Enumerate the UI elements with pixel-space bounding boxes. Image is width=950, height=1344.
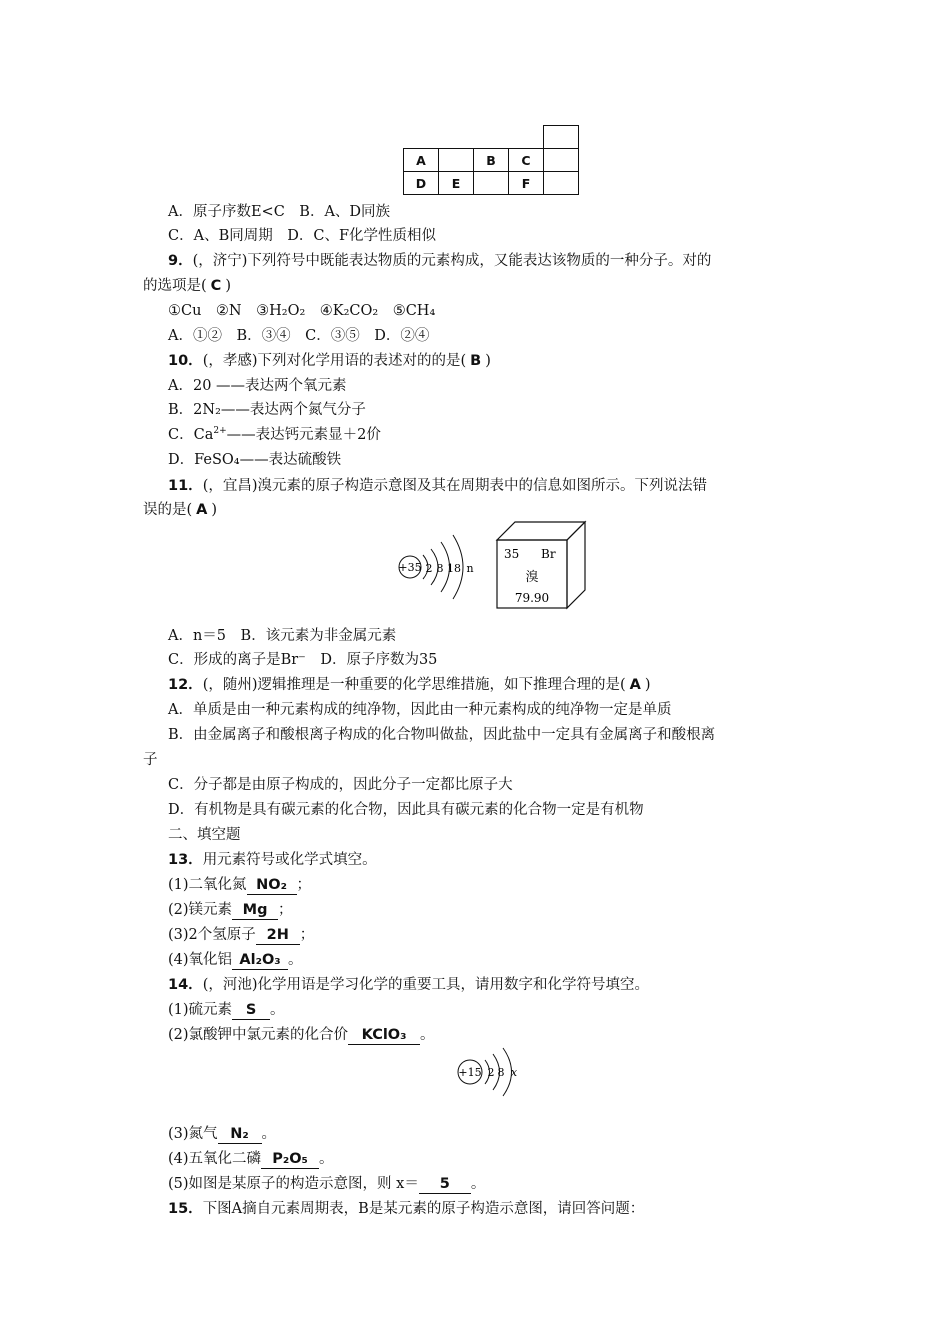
charge-superscript: 2+: [213, 426, 227, 436]
q9-items: ①Cu ②N ③H₂O₂ ④K₂CO₂ ⑤CH₄: [168, 303, 436, 319]
q12-option-a: A．单质是由一种元素构成的纯净物，因此由一种元素构成的纯净物一定是单质: [168, 702, 672, 718]
nucleus-label: +35: [398, 561, 422, 574]
answer: A: [629, 677, 641, 693]
q8-options-ab: A．原子序数E<C B．A、D同族: [168, 204, 391, 220]
q11-options-cd: C．形成的离子是Br⁻ D．原子序数为35: [168, 652, 438, 668]
item-label: (3)氮气: [168, 1126, 218, 1142]
q11-stem: [168, 476, 707, 496]
question-number: 13．: [168, 852, 203, 868]
q12-option-d: D．有机物是具有碳元素的化合物，因此具有碳元素的化合物一定是有机物: [168, 802, 644, 818]
table-cell: D: [404, 172, 439, 195]
punct: 。: [270, 1002, 285, 1018]
answer-blank: P₂O₅: [261, 1151, 319, 1169]
table-cell: A: [404, 149, 439, 172]
q14-stem: [168, 975, 649, 995]
q10-option-d: D．FeSO₄——表达硫酸铁: [168, 452, 342, 468]
q10-stem: [168, 351, 491, 371]
table-cell: B: [474, 149, 509, 172]
shell-count: 2: [487, 1066, 495, 1079]
nucleus-label: +15: [458, 1066, 482, 1079]
paren: ): [211, 502, 218, 518]
bromine-element-cell: [497, 522, 589, 610]
answer-blank: KClO₃: [348, 1027, 420, 1045]
question-number: 11．: [168, 478, 203, 494]
shell-count: 8: [497, 1066, 505, 1079]
question-text: 的选项是(: [143, 278, 207, 294]
q13-stem: [168, 850, 377, 870]
atomic-mass: 79.90: [514, 591, 550, 605]
paren: ): [644, 677, 651, 693]
answer-blank: Al₂O₃: [232, 952, 288, 970]
table-cell: [474, 172, 509, 195]
phosphorus-atom-diagram: [455, 1046, 535, 1106]
answer-blank: 2H: [256, 927, 300, 945]
answer-blank: 5: [419, 1176, 471, 1194]
element-symbol: Br: [541, 547, 556, 561]
option-text: ——表达钙元素显＋2价: [226, 427, 381, 443]
q15-stem: [168, 1199, 644, 1219]
item-label: (4)五氧化二磷: [168, 1151, 262, 1167]
periodic-table-fragment: [403, 125, 579, 195]
table-cell: [544, 126, 579, 149]
punct: 。: [470, 1176, 486, 1192]
answer: C: [210, 278, 222, 294]
paren: ): [485, 353, 491, 369]
punct: 。: [261, 1126, 277, 1142]
item-label: (3)2个氢原子: [168, 927, 256, 943]
question-text: 下图A摘自元素周期表，B是某元素的原子构造示意图，请回答问题：: [202, 1201, 645, 1217]
q8-options-cd: C．A、B同周期 D．C、F化学性质相似: [168, 228, 437, 244]
q13-item-4: [168, 950, 303, 970]
punct: ；: [299, 927, 315, 943]
q14-item-2: [168, 1025, 435, 1045]
shell-count: 8: [436, 562, 444, 575]
table-cell: C: [509, 149, 544, 172]
paren: ): [225, 278, 231, 294]
question-text: (，随州)逻辑推理是一种重要的化学思维措施，如下推理合理的是(: [202, 677, 626, 693]
answer-blank: NO₂: [247, 877, 297, 895]
table-cell: [544, 172, 579, 195]
punct: ；: [278, 902, 293, 918]
shell-count: n: [466, 562, 474, 575]
q13-item-1: [168, 875, 311, 895]
punct: 。: [420, 1027, 435, 1043]
question-number: 14．: [168, 977, 203, 993]
q12-option-b-cont: 子: [143, 752, 158, 768]
q9-options: A．①② B．③④ C．③⑤ D．②④: [168, 328, 430, 344]
bromine-atom-diagram: [395, 530, 485, 610]
q9-stem: [168, 251, 711, 271]
punct: 。: [319, 1151, 334, 1167]
q9-stem-cont: [143, 276, 231, 296]
question-text: 用元素符号或化学式填空。: [202, 852, 377, 868]
shell-count: x: [510, 1066, 518, 1079]
q14-item-3: [168, 1124, 276, 1144]
element-name: 溴: [525, 570, 539, 585]
q10-option-c: [168, 425, 381, 445]
q10-option-a: A．20 ——表达两个氧元素: [168, 378, 347, 394]
q14-item-1: [168, 1000, 285, 1020]
table-cell: F: [509, 172, 544, 195]
section-heading: 二、填空题: [168, 827, 241, 843]
table-cell: [544, 149, 579, 172]
option-text: C．Ca: [168, 427, 214, 443]
answer-blank: N₂: [218, 1126, 262, 1144]
question-number: 15．: [168, 1201, 203, 1217]
q13-item-3: [168, 925, 314, 945]
punct: 。: [288, 952, 303, 968]
item-label: (4)氧化铝: [168, 952, 233, 968]
question-text: (，济宁)下列符号中既能表达物质的元素构成，又能表达该物质的一种分子。对的: [192, 253, 712, 269]
item-label: (2)镁元素: [168, 902, 233, 918]
punct: ；: [296, 877, 312, 893]
shell-count: 2: [425, 562, 433, 575]
shell-count: 18: [447, 562, 461, 575]
q12-stem: [168, 675, 651, 695]
item-label: (2)氯酸钾中氯元素的化合价: [168, 1027, 349, 1043]
q11-options-ab: A．n＝5 B．该元素为非金属元素: [168, 628, 397, 644]
question-text: 误的是(: [143, 502, 193, 518]
atomic-number: 35: [504, 547, 520, 561]
q10-option-b: B．2N₂——表达两个氮气分子: [168, 402, 366, 418]
answer-blank: S: [232, 1002, 270, 1020]
table-cell: E: [439, 172, 474, 195]
question-text: (，孝感)下列对化学用语的表述对的的是(: [202, 353, 467, 369]
item-label: (1)硫元素: [168, 1002, 233, 1018]
question-text: (，宜昌)溴元素的原子构造示意图及其在周期表中的信息如图所示。下列说法错: [202, 478, 707, 494]
question-number: 10．: [168, 353, 203, 369]
question-number: 9．: [168, 253, 193, 269]
q14-item-4: [168, 1149, 334, 1169]
answer: A: [196, 502, 208, 518]
answer: B: [470, 353, 482, 369]
q13-item-2: [168, 900, 293, 920]
q14-item-5: [168, 1174, 485, 1194]
question-number: 12．: [168, 677, 203, 693]
item-label: (1)二氧化氮: [168, 877, 247, 893]
table-cell: [439, 149, 474, 172]
q12-option-b: B．由金属离子和酸根离子构成的化合物叫做盐，因此盐中一定具有金属离子和酸根离: [168, 727, 716, 743]
q12-option-c: C．分子都是由原子构成的，因此分子一定都比原子大: [168, 777, 513, 793]
question-text: (，河池)化学用语是学习化学的重要工具，请用数字和化学符号填空。: [202, 977, 649, 993]
q11-stem-cont: [143, 500, 217, 520]
answer-blank: Mg: [232, 902, 278, 920]
item-label: (5)如图是某原子的构造示意图，则 x＝: [168, 1176, 419, 1192]
